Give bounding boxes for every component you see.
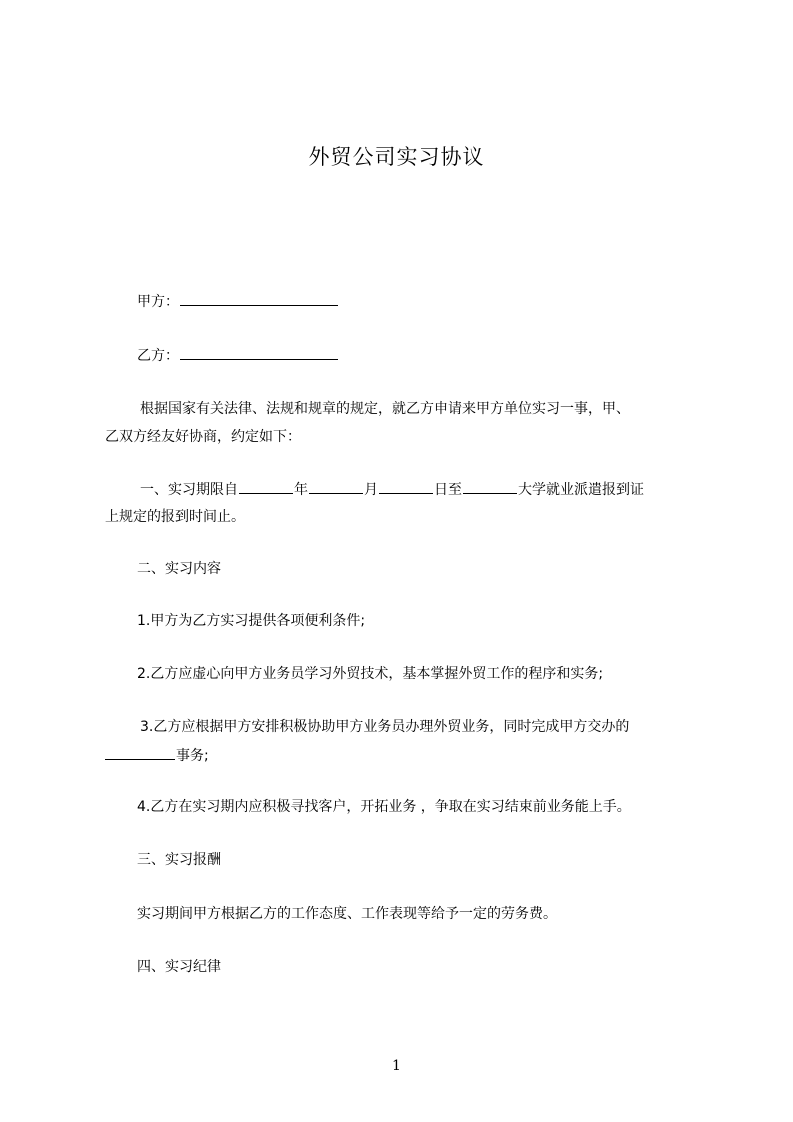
party-a-line xyxy=(137,292,339,311)
party-b-blank xyxy=(180,346,338,360)
intro-line-1: 根据国家有关法律、法规和规章的规定，就乙方申请来甲方单位实习一事，甲、 xyxy=(140,401,630,417)
section-3-heading: 三、实习报酬 xyxy=(137,852,221,868)
section-2-item-3-line-2 xyxy=(105,746,209,765)
section-1-day: 日至 xyxy=(434,482,462,498)
document-title: 外贸公司实习协议 xyxy=(308,145,485,169)
section-2-item-1: 1.甲方为乙方实习提供各项便利条件; xyxy=(137,613,366,629)
section-1-tail: 大学就业派遣报到证 xyxy=(518,482,644,498)
section-1-prefix: 一、实习期限自 xyxy=(140,482,238,498)
party-a-blank xyxy=(180,292,338,306)
section-1-line-2: 上规定的报到时间止。 xyxy=(105,509,245,525)
section-3-body: 实习期间甲方根据乙方的工作态度、工作表现等给予一定的劳务费。 xyxy=(137,906,557,922)
start-month-blank xyxy=(309,480,363,494)
section-2-item-4: 4.乙方在实习期内应积极寻找客户，开拓业务 ，争取在实习结束前业务能上手。 xyxy=(137,799,631,815)
section-1-month: 月 xyxy=(364,482,378,498)
party-b-label: 乙方： xyxy=(137,348,179,364)
section-2-heading: 二、实习内容 xyxy=(137,561,221,577)
intro-line-2: 乙双方经友好协商，约定如下： xyxy=(105,429,301,445)
section-1-line-1 xyxy=(140,480,644,499)
university-blank xyxy=(463,480,517,494)
start-year-blank xyxy=(239,480,293,494)
section-2-item-3-line-1: 3.乙方应根据甲方安排积极协助甲方业务员办理外贸业务，同时完成甲方交办的 xyxy=(140,719,630,735)
task-blank xyxy=(105,746,175,760)
section-2-item-2: 2.乙方应虚心向甲方业务员学习外贸技术，基本掌握外贸工作的程序和实务; xyxy=(137,666,604,682)
party-b-line xyxy=(137,346,339,365)
start-day-blank xyxy=(379,480,433,494)
page-number: 1 xyxy=(392,1058,401,1074)
section-4-heading: 四、实习纪律 xyxy=(137,959,221,975)
section-2-item-3-tail: 事务; xyxy=(176,748,209,764)
party-a-label: 甲方： xyxy=(137,294,179,310)
section-1-year: 年 xyxy=(294,482,308,498)
